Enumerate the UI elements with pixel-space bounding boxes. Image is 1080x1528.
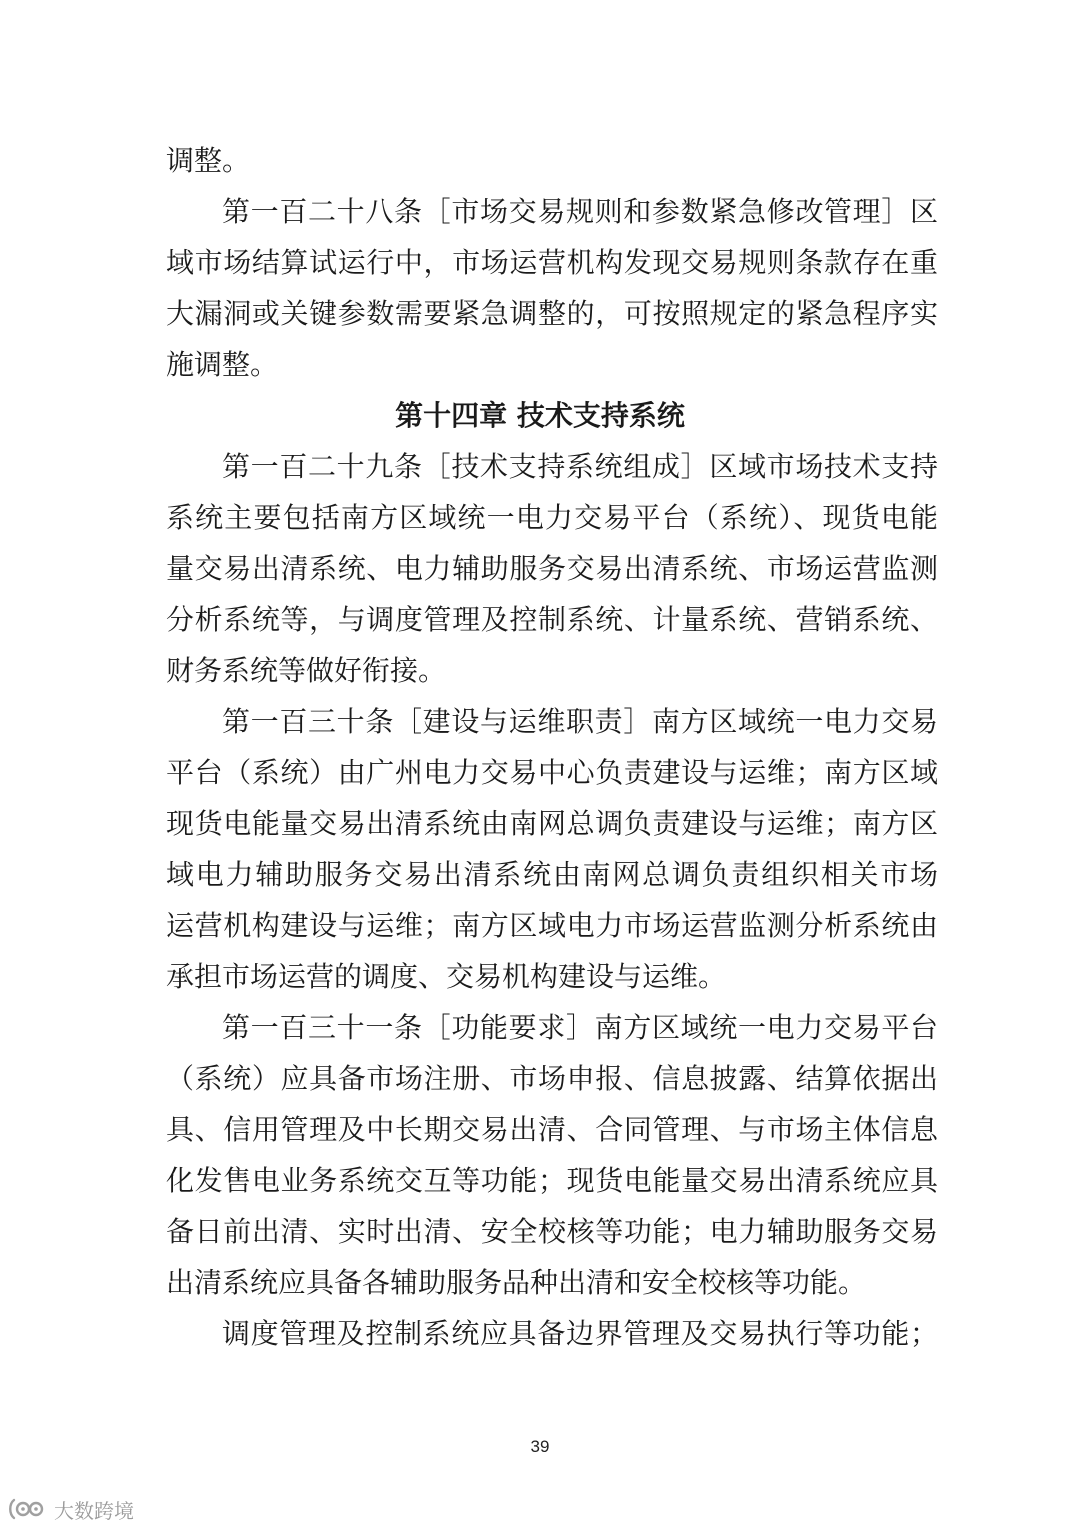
text-line: 运营机构建设与运维；南方区域电力市场运营监测分析系统由 (166, 909, 938, 942)
text-line: 域电力辅助服务交易出清系统由南网总调负责组织相关市场 (166, 858, 938, 891)
text-line: 大漏洞或关键参数需要紧急调整的，可按照规定的紧急程序实 (166, 297, 938, 330)
article-130-start: 第一百三十条［建设与运维职责］南方区域统一电力交易 (222, 705, 938, 738)
text-line: 系统主要包括南方区域统一电力交易平台（系统）、现货电能 (166, 501, 938, 534)
text-line: 具、信用管理及中长期交易出清、合同管理、与市场主体信息 (166, 1113, 938, 1146)
text-line: 备日前出清、实时出清、安全校核等功能；电力辅助服务交易 (166, 1215, 938, 1248)
article-129-start: 第一百二十九条［技术支持系统组成］区域市场技术支持 (222, 450, 938, 483)
watermark (8, 1494, 134, 1524)
text-line: 财务系统等做好衔接。 (166, 654, 447, 687)
text-line: 平台（系统）由广州电力交易中心负责建设与运维；南方区域 (166, 756, 938, 789)
article-131-start: 第一百三十一条［功能要求］南方区域统一电力交易平台 (222, 1011, 938, 1044)
chapter-heading: 第十四章 技术支持系统 (395, 399, 685, 432)
text-line: 分析系统等，与调度管理及控制系统、计量系统、营销系统、 (166, 603, 938, 636)
watermark-text: 大数跨境 (54, 1498, 134, 1523)
text-line: （系统）应具备市场注册、市场申报、信息披露、结算依据出 (166, 1062, 938, 1095)
text-line: 调整。 (166, 144, 251, 177)
text-line: 量交易出清系统、电力辅助服务交易出清系统、市场运营监测 (166, 552, 938, 585)
article-128-start: 第一百二十八条［市场交易规则和参数紧急修改管理］区 (222, 195, 938, 228)
page-number: 39 (530, 1437, 550, 1456)
text-line: 域市场结算试运行中，市场运营机构发现交易规则条款存在重 (166, 246, 938, 279)
text-line: 施调整。 (166, 348, 279, 381)
logo-icon (8, 1496, 48, 1522)
text-line: 承担市场运营的调度、交易机构建设与运维。 (166, 960, 727, 993)
text-line: 出清系统应具备各辅助服务品种出清和安全校核等功能。 (166, 1266, 867, 1299)
text-line: 调度管理及控制系统应具备边界管理及交易执行等功能； (222, 1317, 938, 1350)
text-line: 化发售电业务系统交互等功能；现货电能量交易出清系统应具 (166, 1164, 938, 1197)
text-line: 现货电能量交易出清系统由南网总调负责建设与运维；南方区 (166, 807, 938, 840)
